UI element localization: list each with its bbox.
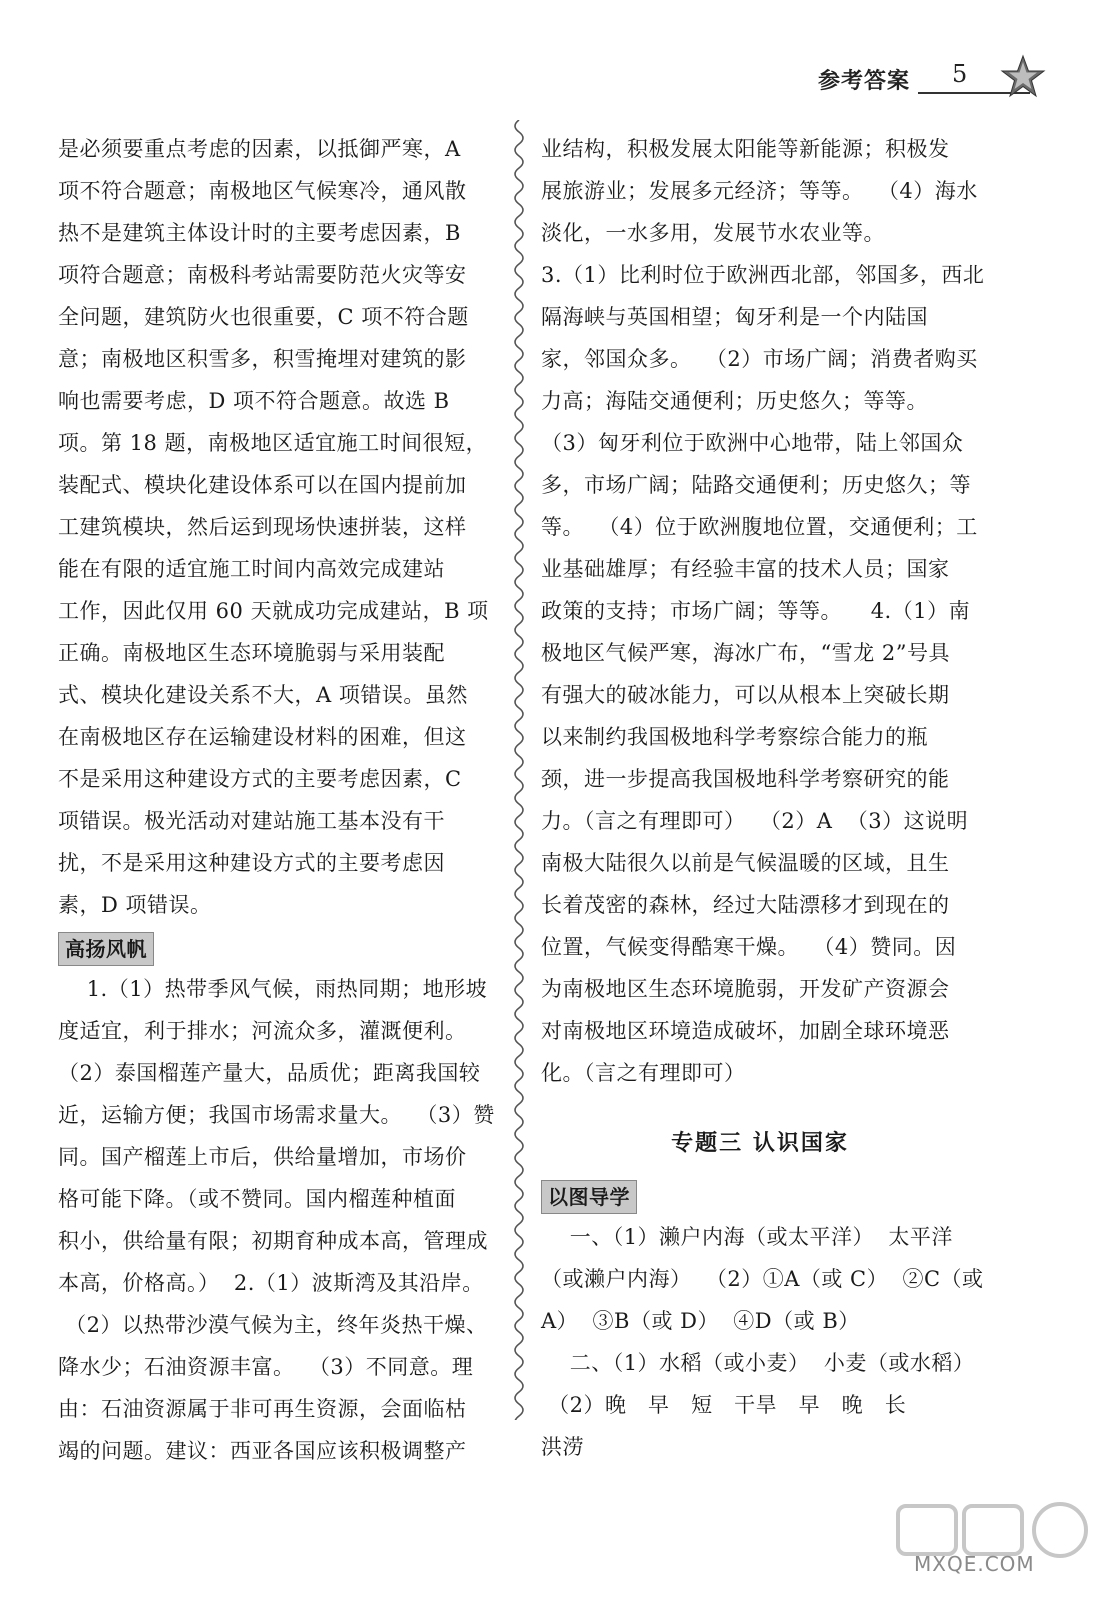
text-line: 二、（1）水稻（或小麦） 小麦（或水稻）: [541, 1351, 975, 1375]
text-line: （2）晚 早 短 干旱 早 晚 长: [541, 1393, 907, 1417]
text-line: 对南极地区环境造成破坏，加剧全球环境恶: [541, 1019, 950, 1043]
right-text-block-a: [541, 128, 985, 1094]
text-line: 格可能下降。（或不赞同。国内榴莲种植面: [58, 1187, 456, 1211]
text-line: 正确。南极地区生态环境脆弱与采用装配: [58, 641, 445, 665]
text-line: 竭的问题。建议：西亚各国应该积极调整产: [58, 1439, 467, 1463]
text-line: 项错误。极光活动对建站施工基本没有干: [58, 809, 445, 833]
text-line: 业结构，积极发展太阳能等新能源；积极发: [541, 137, 950, 161]
text-line: 本高，价格高。） 2.（1）波斯湾及其沿岸。: [58, 1271, 484, 1295]
text-line: 响也需要考虑，D 项不符合题意。故选 B: [58, 389, 450, 413]
watermark-url: MXQE.COM: [914, 1552, 1035, 1576]
text-line: A） ③B（或 D） ④D（或 B）: [541, 1309, 860, 1333]
section-label-gaoyang: 高扬风帆: [58, 932, 154, 966]
star-icon: [1000, 54, 1046, 100]
text-line: 在南极地区存在运输建设材料的困难，但这: [58, 725, 467, 749]
header-label: 参考答案: [818, 69, 911, 94]
text-line: 工作，因此仅用 60 天就成功完成建站，B 项: [58, 599, 489, 623]
text-line: 项不符合题意；南极地区气候寒冷，通风散: [58, 179, 467, 203]
text-line: 洪涝: [541, 1435, 584, 1459]
text-line: 家，邻国众多。 （2）市场广阔；消费者购买: [541, 347, 978, 371]
text-line: 扰，不是采用这种建设方式的主要考虑因: [58, 851, 445, 875]
text-line: 为南极地区生态环境脆弱，开发矿产资源会: [541, 977, 950, 1001]
text-line: 热不是建筑主体设计时的主要考虑因素，B: [58, 221, 461, 245]
text-line: 同。国产榴莲上市后，供给量增加，市场价: [58, 1145, 467, 1169]
text-line: 工建筑模块，然后运到现场快速拼装，这样: [58, 515, 467, 539]
right-column: [541, 128, 985, 1468]
text-line: 隔海峡与英国相望；匈牙利是一个内陆国: [541, 305, 928, 329]
text-line: 不是采用这种建设方式的主要考虑因素，C: [58, 767, 462, 791]
column-divider: [508, 120, 530, 1420]
text-line: 素，D 项错误。: [58, 893, 212, 917]
text-line: （或濑户内海） （2）①A（或 C） ②C（或: [541, 1267, 984, 1291]
text-line: 力。（言之有理即可） （2）A （3）这说明: [541, 809, 969, 833]
right-text-block-b: [541, 1216, 984, 1468]
text-line: 业基础雄厚；有经验丰富的技术人员；国家: [541, 557, 950, 581]
text-line: （2）泰国榴莲产量大，品质优；距离我国较: [58, 1061, 481, 1085]
text-line: 由：石油资源属于非可再生资源，会面临枯: [58, 1397, 467, 1421]
text-line: 淡化，一水多用，发展节水农业等。: [541, 221, 885, 245]
section-title: 专题三 认识国家: [671, 1131, 849, 1156]
text-line: 位置，气候变得酷寒干燥。 （4）赞同。因: [541, 935, 957, 959]
text-line: 极地区气候严寒，海冰广布，“雪龙 2”号具: [541, 641, 951, 665]
text-line: 装配式、模块化建设体系可以在国内提前加: [58, 473, 467, 497]
text-line: 全问题，建筑防火也很重要，C 项不符合题: [58, 305, 469, 329]
text-line: 意；南极地区积雪多，积雪掩埋对建筑的影: [58, 347, 467, 371]
section-label-yitu: 以图导学: [541, 1180, 637, 1214]
text-line: 3.（1）比利时位于欧洲西北部，邻国多，西北: [541, 263, 985, 287]
left-text-block-b: [58, 968, 504, 1472]
spacer: [541, 1094, 979, 1114]
text-line: 有强大的破冰能力，可以从根本上突破长期: [541, 683, 950, 707]
left-text-block-a: [58, 128, 504, 926]
text-line: 长着茂密的森林，经过大陆漂移才到现在的: [541, 893, 950, 917]
text-line: 南极大陆很久以前是气候温暖的区域，且生: [541, 851, 950, 875]
text-line: 度适宜，利于排水；河流众多，灌溉便利。: [58, 1019, 467, 1043]
text-line: 以来制约我国极地科学考察综合能力的瓶: [541, 725, 928, 749]
text-line: 1.（1）热带季风气候，雨热同期；地形坡: [58, 977, 488, 1001]
text-line: 项符合题意；南极科考站需要防范火灾等安: [58, 263, 467, 287]
watermark-logo: [892, 1500, 1097, 1594]
text-line: 政策的支持；市场广阔；等等。 4.（1）南: [541, 599, 971, 623]
text-line: 能在有限的适宜施工时间内高效完成建站: [58, 557, 445, 581]
text-line: 是必须要重点考虑的因素，以抵御严寒，A: [58, 137, 461, 161]
text-line: 多，市场广阔；陆路交通便利；历史悠久；等: [541, 473, 971, 497]
text-line: 等。 （4）位于欧洲腹地位置，交通便利；工: [541, 515, 978, 539]
text-line: （2）以热带沙漠气候为主，终年炎热干燥、: [58, 1313, 488, 1337]
text-line: 近，运输方便；我国市场需求量大。 （3）赞: [58, 1103, 495, 1127]
text-line: 化。（言之有理即可）: [541, 1061, 746, 1085]
text-line: 降水少；石油资源丰富。 （3）不同意。理: [58, 1355, 474, 1379]
text-line: 项。第 18 题，南极地区适宜施工时间很短，: [58, 431, 488, 455]
text-line: 展旅游业；发展多元经济；等等。 （4）海水: [541, 179, 978, 203]
text-line: 颈，进一步提高我国极地科学考察研究的能: [541, 767, 950, 791]
text-line: 力高；海陆交通便利；历史悠久；等等。: [541, 389, 928, 413]
text-line: （3）匈牙利位于欧洲中心地带，陆上邻国众: [541, 431, 964, 455]
text-line: 式、模块化建设关系不大，A 项错误。虽然: [58, 683, 468, 707]
text-line: 积小，供给量有限；初期育种成本高，管理成: [58, 1229, 488, 1253]
text-line: 一、（1）濑户内海（或太平洋） 太平洋: [541, 1225, 953, 1249]
page-number: 5: [952, 60, 968, 88]
left-column: [58, 128, 504, 1472]
